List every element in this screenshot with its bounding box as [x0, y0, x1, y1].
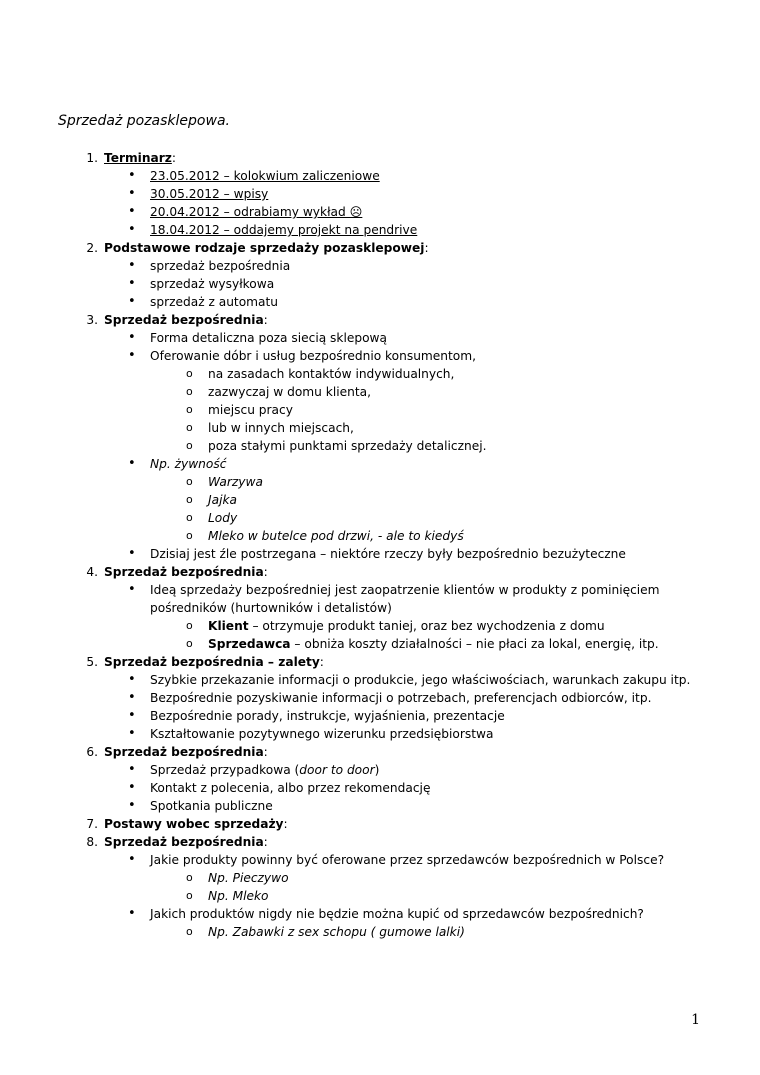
sub-item: • Spotkania publiczne	[128, 798, 273, 813]
sub-sub-item: o lub w innych miejscach,	[186, 421, 354, 435]
list-item: 3. Sprzedaż bezpośrednia:	[86, 313, 268, 327]
sub-sub-item: o Lody	[186, 511, 238, 525]
list-item: 5. Sprzedaż bezpośrednia – zalety:	[86, 655, 324, 669]
sub-item: • Sprzedaż przypadkowa (door to door)	[128, 762, 380, 777]
heading: Postawy wobec sprzedaży	[104, 817, 284, 831]
sub-sub-item: o Klient – otrzymuje produkt taniej, oraz bez wychodzenia z domu	[186, 619, 605, 633]
list-item: 7. Postawy wobec sprzedaży:	[86, 817, 288, 831]
heading: Sprzedaż bezpośrednia	[104, 745, 264, 759]
document-title: Sprzedaż pozasklepowa.	[58, 113, 230, 129]
list-item: 1. Terminarz:	[86, 151, 176, 165]
sub-sub-item: o Np. Mleko	[186, 889, 269, 903]
sub-item: • Kontakt z polecenia, albo przez rekomendację	[128, 780, 431, 795]
sub-item: • Jakie produkty powinny być oferowane przez sprzedawców bezpośrednich w Polsce?	[128, 852, 665, 867]
sub-sub-item: o Warzywa	[186, 475, 263, 489]
list-item: 4. Sprzedaż bezpośrednia:	[86, 565, 268, 579]
sub-sub-item: o Jajka	[186, 493, 237, 507]
sub-sub-item: o Np. Pieczywo	[186, 871, 289, 885]
sub-item: • 30.05.2012 – wpisy	[128, 186, 269, 201]
page-number: 1	[691, 1012, 700, 1028]
heading: Sprzedaż bezpośrednia	[104, 835, 264, 849]
sub-item: • Szybkie przekazanie informacji o produkcie, jego właściwościach, warunkach zakupu itp.	[128, 672, 691, 687]
heading: Sprzedaż bezpośrednia – zalety	[104, 655, 320, 669]
heading: Sprzedaż bezpośrednia	[104, 313, 264, 327]
heading: Sprzedaż bezpośrednia	[104, 565, 264, 579]
sub-item: • Forma detaliczna poza siecią sklepową	[128, 330, 387, 345]
sub-sub-item: o miejscu pracy	[186, 403, 293, 417]
list-item: 6. Sprzedaż bezpośrednia:	[86, 745, 268, 759]
sub-item: • Bezpośrednie pozyskiwanie informacji o potrzebach, preferencjach odbiorców, itp.	[128, 690, 652, 705]
sub-item: • sprzedaż z automatu	[128, 294, 279, 309]
sub-item: • Ideą sprzedaży bezpośredniej jest zaopatrzenie klientów w produkty z pominięciem	[128, 582, 660, 597]
sub-sub-item: o Np. Zabawki z sex schopu ( gumowe lalki)	[186, 925, 465, 939]
sub-item: • Dzisiaj jest źle postrzegana – niektóre rzeczy były bezpośrednio bezużyteczne	[128, 546, 626, 561]
sub-item: • sprzedaż bezpośrednia	[128, 258, 291, 273]
sub-item: • Oferowanie dóbr i usług bezpośrednio konsumentom,	[128, 348, 476, 363]
sub-item: • Bezpośrednie porady, instrukcje, wyjaśnienia, prezentacje	[128, 708, 505, 723]
sub-item: • 18.04.2012 – oddajemy projekt na pendrive	[128, 222, 418, 237]
sub-sub-item: o Sprzedawca – obniża koszty działalności – nie płaci za lokal, energię, itp.	[186, 637, 659, 651]
sub-sub-item: o zazwyczaj w domu klienta,	[186, 385, 371, 399]
list-item: 2. Podstawowe rodzaje sprzedaży pozasklepowej:	[86, 241, 429, 255]
sub-sub-item: o na zasadach kontaktów indywidualnych,	[186, 367, 455, 381]
heading: Podstawowe rodzaje sprzedaży pozasklepowej	[104, 241, 425, 255]
sub-item: • Jakich produktów nigdy nie będzie można kupić od sprzedawców bezpośrednich?	[128, 906, 644, 921]
sub-sub-item: o poza stałymi punktami sprzedaży detalicznej.	[186, 439, 487, 453]
heading: Terminarz	[104, 151, 172, 165]
list-item: 8. Sprzedaż bezpośrednia:	[86, 835, 268, 849]
sub-item: • 23.05.2012 – kolokwium zaliczeniowe	[128, 168, 380, 183]
sub-item: • sprzedaż wysyłkowa	[128, 276, 275, 291]
sub-item-continuation: pośredników (hurtowników i detalistów)	[150, 601, 392, 615]
sub-sub-item: o Mleko w butelce pod drzwi, - ale to kiedyś	[186, 529, 464, 543]
sub-item: • 20.04.2012 – odrabiamy wykład ☹	[128, 204, 363, 219]
sub-item: • Kształtowanie pozytywnego wizerunku przedsiębiorstwa	[128, 726, 494, 741]
sub-item: • Np. żywność	[128, 456, 227, 471]
